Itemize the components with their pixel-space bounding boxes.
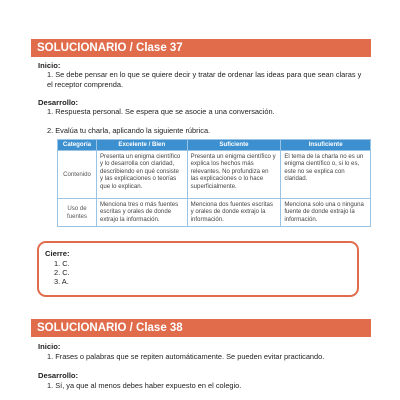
rubric-cell-excelente: Presenta un enigma científico y lo desarrolla con claridad, describiendo en qué consiste y las explicaciones o teorías que lo explican. <box>96 151 187 199</box>
rubric-cell-suficiente: Menciona dos fuentes escritas y orales de donde extrajo la información. <box>187 199 281 227</box>
rubric-cell-insuficiente: Menciona solo una o ninguna fuente de donde extrajo la información. <box>281 199 371 227</box>
inicio-item-1: 1. Frases o palabras que se repiten automáticamente. Se pueden evitar practicando. <box>47 352 325 361</box>
rubric-header-insuficiente: Insuficiente <box>281 140 371 151</box>
section-header-clase-38: SOLUCIONARIO / Clase 38 <box>31 319 371 337</box>
cierre-item-1: 1. C. <box>54 259 70 268</box>
rubric-cell-insuficiente: El tema de la charla no es un enigma científico o, si lo es, este no se explica con claridad. <box>281 151 371 199</box>
rubric-header-row <box>58 140 371 151</box>
criterion-cell: Uso de fuentes <box>58 199 97 227</box>
desarrollo-heading: Desarrollo: <box>38 371 79 380</box>
rubric-table <box>57 139 371 227</box>
cierre-item-2: 2. C. <box>54 268 70 277</box>
cierre-heading: Cierre: <box>45 249 70 258</box>
criterion-cell: Contenido <box>58 151 97 199</box>
rubric-header-suficiente: Suficiente <box>187 140 281 151</box>
rubric-header-excelente: Excelente / Bien <box>96 140 187 151</box>
desarrollo-heading: Desarrollo: <box>38 98 79 107</box>
section-header-clase-37: SOLUCIONARIO / Clase 37 <box>31 39 371 57</box>
cierre-item-3: 3. A. <box>54 277 69 286</box>
inicio-heading: Inicio: <box>38 61 61 70</box>
table-row <box>58 151 371 199</box>
table-row <box>58 199 371 227</box>
desarrollo-item-1: 1. Sí, ya que al menos debes haber expuesto en el colegio. <box>47 381 242 390</box>
rubric-cell-excelente: Menciona tres o más fuentes escritas y orales de donde extrajo la información. <box>96 199 187 227</box>
rubric-header-categoria: Categoría <box>58 140 97 151</box>
inicio-heading: Inicio: <box>38 342 61 351</box>
desarrollo-item-2: 2. Evalúa tu charla, aplicando la siguiente rúbrica. <box>47 126 211 135</box>
rubric-cell-suficiente: Presenta un enigma científico y explica los hechos más relevantes. No profundiza en las explicaciones o lo hace superficialmente. <box>187 151 281 199</box>
inicio-item-1: 1. Se debe pensar en lo que se quiere decir y tratar de ordenar las ideas para que sean claras y el receptor comprenda. <box>47 70 362 89</box>
desarrollo-item-1: 1. Respuesta personal. Se espera que se asocie a una conversación. <box>47 107 275 116</box>
cierre-box <box>37 241 359 297</box>
